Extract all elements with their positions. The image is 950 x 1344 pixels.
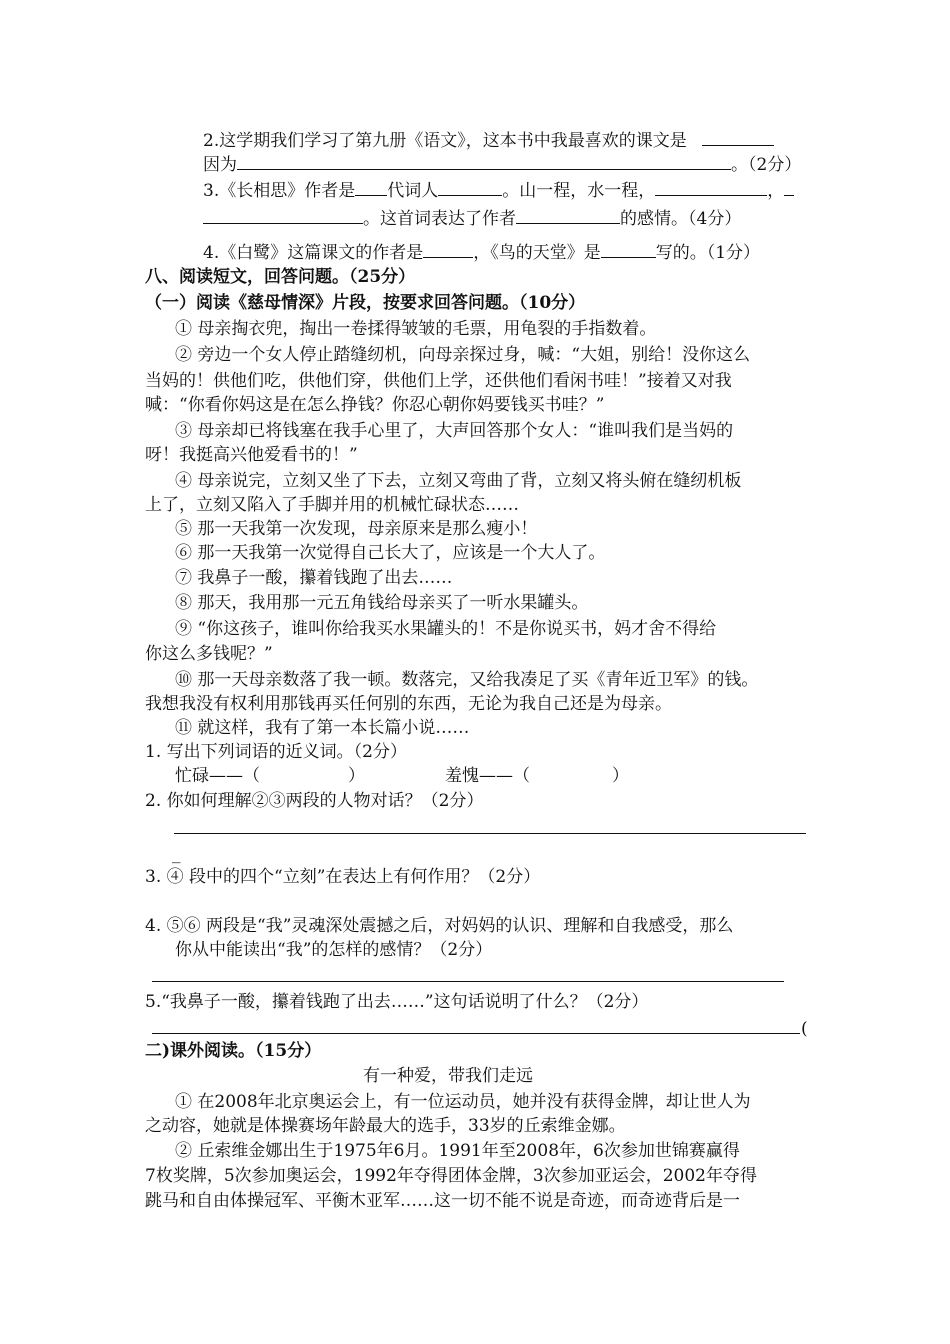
question-5: 5.“我鼻子一酸，攥着钱跑了出去……”这句话说明了什么？（2分）	[145, 992, 649, 1012]
answer-blank[interactable]	[423, 238, 473, 258]
reading-1-paragraph-line: ① 母亲掏衣兜，掏出一卷揉得皱皱的毛票，用龟裂的手指数着。	[175, 319, 657, 339]
answer-blank[interactable]	[355, 176, 387, 196]
reading-1-paragraph-line: 你这么多钱呢？”	[145, 644, 273, 664]
answer-blank[interactable]	[784, 176, 794, 196]
question-4-line2: 你从中能读出“我”的怎样的感情？（2分）	[175, 940, 493, 960]
reading-1-paragraph-line: 上了，立刻又陷入了手脚并用的机械忙碌状态……	[145, 495, 519, 515]
article-line: 跳马和自由体操冠军、平衡木亚军……这一切不能不说是奇迹，而奇迹背后是一	[145, 1191, 740, 1211]
q7-item3-text2: 代词人	[387, 181, 439, 201]
section-8-heading: 八、阅读短文，回答问题。（25分）	[145, 267, 416, 287]
synonym-word-1: 忙碌——（	[175, 766, 260, 786]
q7-item2-score: 。（2分）	[731, 155, 802, 175]
close-paren: ）	[612, 766, 629, 786]
answer-blank[interactable]	[702, 126, 774, 146]
q7-item3-text5: 。这首词表达了作者	[363, 209, 516, 229]
reading-1-paragraph-line: ⑨ “你这孩子，谁叫你给我买水果罐头的！不是你说买书，妈才舍不得给	[175, 619, 717, 639]
reading-1-paragraph-line: 喊：“你看你妈这是在怎么挣钱？你忍心朝你妈要钱买书哇？”	[145, 395, 605, 415]
reading-1-paragraph-line: ⑩ 那一天母亲数落了我一顿。数落完，又给我凑足了买《青年近卫军》的钱。	[175, 670, 759, 690]
q7-item3-text6: 的感情。（4分）	[620, 209, 742, 229]
question-3: 3. ④ 段中的四个“立刻”在表达上有何作用？（2分）	[145, 867, 541, 887]
q7-item3-text3: 。山一程，水一程，	[502, 181, 656, 201]
question-4-line1: 4. ⑤⑥ 两段是“我”灵魂深处震撼之后，对妈妈的认识、理解和自我感受，那么	[145, 916, 734, 936]
answer-blank[interactable]	[438, 176, 502, 196]
reading-1-paragraph-line: ⑧ 那天，我用那一元五角钱给母亲买了一听水果罐头。	[175, 593, 589, 613]
reading-1-paragraph-line: ⑦ 我鼻子一酸，攥着钱跑了出去……	[175, 568, 453, 588]
q7-item2-line1	[203, 126, 774, 150]
answer-blank[interactable]	[601, 238, 656, 258]
q7-item4-text1: 4.《白鹭》这篇课文的作者是	[203, 243, 424, 263]
answer-line-q2[interactable]	[174, 833, 806, 834]
reading-1-paragraph-line: 我想我没有权利用那钱再买任何别的东西，无论为我自己还是为母亲。	[145, 694, 672, 714]
q7-item4-text2: ，《鸟的天堂》是	[473, 243, 601, 263]
question-2: 2. 你如何理解②③两段的人物对话？（2分）	[145, 791, 484, 811]
q7-item3-line1	[203, 176, 794, 200]
reading-1-paragraph-line: 呀！我挺高兴他爱看书的！”	[145, 445, 358, 465]
answer-line-q5-paren: (	[801, 1019, 808, 1039]
q7-item4-text3: 写的。（1分）	[655, 243, 761, 263]
synonym-word-2: 羞愧——（	[445, 766, 530, 786]
answer-blank[interactable]	[655, 176, 767, 196]
reading-1-paragraph-line: ② 旁边一个女人停止踏缝纫机，向母亲探过身，喊：“大姐，别给！没你这么	[175, 345, 751, 365]
q7-item2-because: 因为	[203, 155, 237, 175]
article-line: 7枚奖牌，5次参加奥运会，1992年夺得团体金牌，3次参加亚运会，2002年夺得	[145, 1166, 757, 1186]
reading-1-paragraph-line: ⑪ 就这样，我有了第一本长篇小说……	[175, 718, 470, 738]
reading-2-heading: 二)课外阅读。（15分）	[145, 1041, 322, 1061]
reading-1-paragraph-line: ⑥ 那一天我第一次觉得自己长大了，应该是一个大人了。	[175, 543, 606, 563]
answer-line-q4[interactable]	[152, 981, 784, 982]
reading-1-paragraph-line: ⑤ 那一天我第一次发现，母亲原来是那么瘦小！	[175, 519, 538, 539]
q7-item3-comma: ，	[767, 181, 785, 201]
answer-blank[interactable]	[203, 204, 363, 224]
reading-1-paragraph-line: 当妈的！供他们吃，供他们穿，供他们上学，还供他们看闲书哇！”接着又对我	[145, 371, 732, 391]
q7-item4-line	[203, 238, 760, 262]
article-line: 之动容，她就是体操赛场年龄最大的选手，33岁的丘索维金娜。	[145, 1116, 626, 1136]
close-paren: ）	[348, 766, 365, 786]
q7-item2-text: 2.这学期我们学习了第九册《语文》，这本书中我最喜欢的课文是	[203, 131, 687, 151]
q7-item3-text1: 3.《长相思》作者是	[203, 181, 356, 201]
q7-item3-line2	[203, 204, 741, 228]
article-line: ① 在2008年北京奥运会上，有一位运动员，她并没有获得金牌，却让世人为	[175, 1092, 751, 1112]
question-1: 1. 写出下列词语的近义词。（2分）	[145, 742, 407, 762]
reading-1-paragraph-line: ④ 母亲说完，立刻又坐了下去，立刻又弯曲了背，立刻又将头俯在缝纫机板	[175, 471, 742, 491]
reading-1-paragraph-line: ③ 母亲却已将钱塞在我手心里了，大声回答那个女人：“谁叫我们是当妈的	[175, 421, 734, 441]
q7-item2-line2	[203, 150, 801, 174]
answer-line-q5[interactable]	[152, 1033, 800, 1034]
answer-blank[interactable]	[237, 150, 731, 170]
answer-line-q2-tail: _	[172, 844, 181, 864]
answer-blank[interactable]	[516, 204, 620, 224]
reading-1-heading: （一）阅读《慈母情深》片段，按要求回答问题。（10分）	[145, 293, 586, 313]
article-line: ② 丘索维金娜出生于1975年6月。1991年至2008年，6次参加世锦赛赢得	[175, 1141, 740, 1161]
question-1-blanks	[175, 764, 629, 788]
article-title: 有一种爱，带我们走远	[363, 1066, 533, 1086]
